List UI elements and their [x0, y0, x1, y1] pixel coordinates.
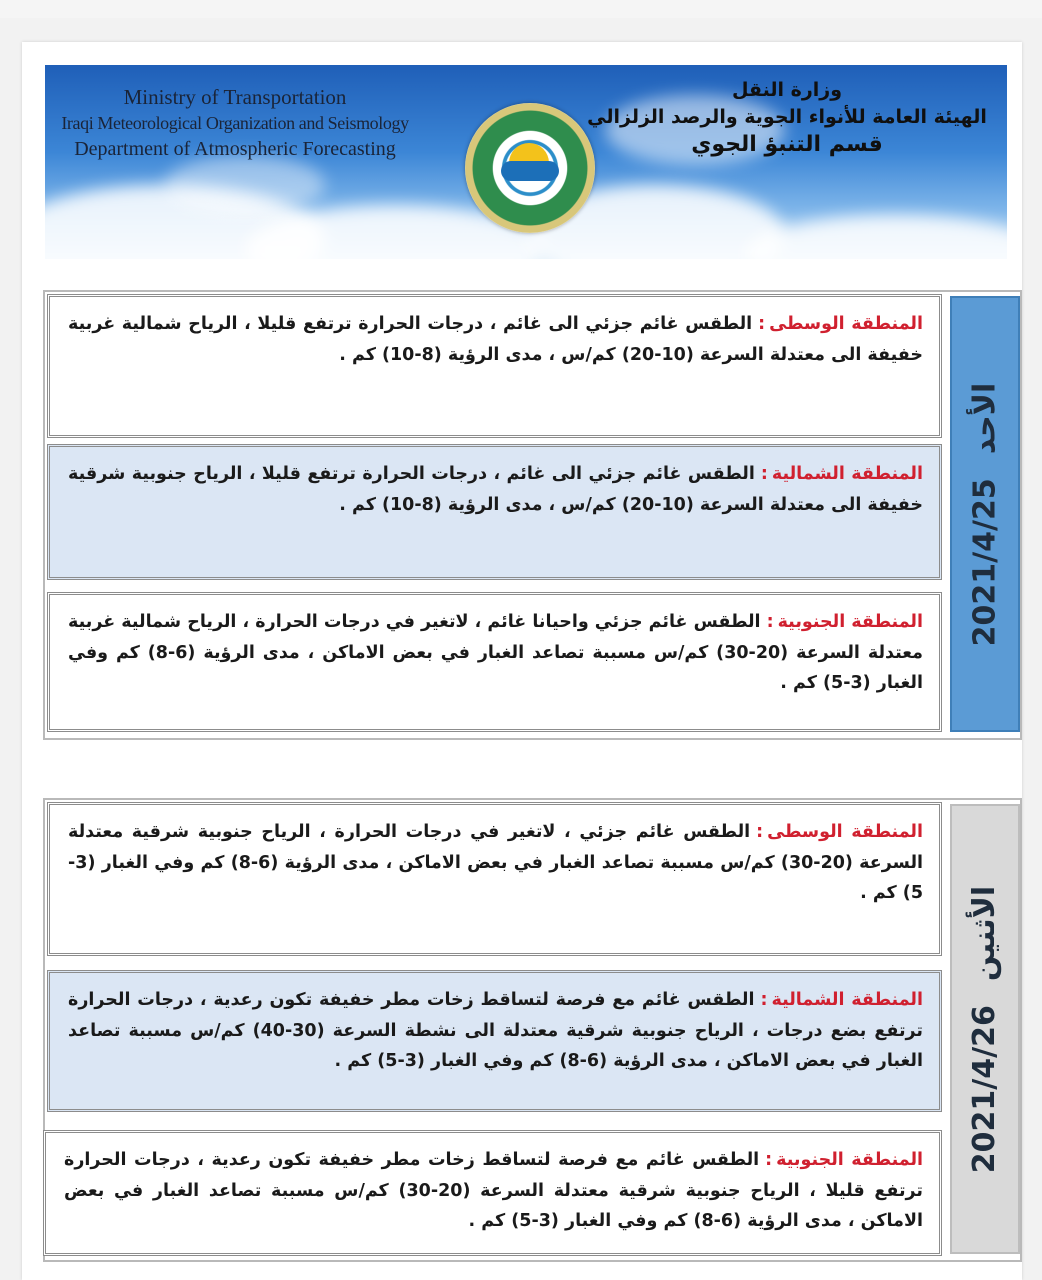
region-name: المنطقة الشمالية: [771, 464, 923, 484]
day-date: 2021/4/26: [967, 1004, 1003, 1173]
cloud-icon: [501, 161, 559, 181]
region-forecast-text: الطقس غائم جزئي الى غائم ، درجات الحرارة ترتفع قليلا ، الرياح شمالية غربية خفيفة الى معتدلة السرعة (10-20) كم/س ، مدى الرؤية (8-10) كم .: [68, 314, 923, 365]
department-name-en: Department of Atmospheric Forecasting: [74, 137, 396, 160]
region-forecast-text: الطقس غائم مع فرصة لتساقط زخات مطر خفيفة تكون رعدية ، درجات الحرارة ترتفع قليلا ، الرياح جنوبية شرقية معتدلة السرعة (20-30) كم/س مسببة تصاعد الغبار في بعض الاماكن ، مدى الرؤية (6-8) كم وفي الغبار (3-5) كم .: [64, 1150, 923, 1232]
organization-name-ar: الهيئة العامة للأنواء الجوية والرصد الزلزالي: [587, 105, 987, 128]
department-name-ar: قسم التنبؤ الجوي: [691, 132, 883, 158]
ministry-name-ar: وزارة النقل: [731, 79, 843, 101]
organization-name-en: Iraqi Meteorological Organization and Seismology: [61, 113, 409, 134]
day-label-panel: [950, 804, 1020, 1254]
organization-logo: [465, 103, 595, 233]
region-central: المنطقة الوسطى:الطقس غائم جزئي الى غائم ، درجات الحرارة ترتفع قليلا ، الرياح شمالية غربية خفيفة الى معتدلة السرعة (10-20) كم/س ، مدى الرؤية (8-10) كم .: [47, 294, 942, 438]
day-date: 2021/4/25: [967, 477, 1003, 646]
ministry-name-en: Ministry of Transportation: [123, 85, 347, 109]
day-name: الأثنين: [967, 885, 1003, 981]
day-label-panel: [950, 296, 1020, 732]
region-forecast-text: الطقس غائم جزئي واحيانا غائم ، لاتغير في درجات الحرارة ، الرياح شمالية غربية معتدلة السرعة (20-30) كم/س مسببة تصاعد الغبار في بعض الاماكن ، مدى الرؤية (6-8) كم وفي الغبار (3-5) كم .: [68, 612, 923, 694]
header-arabic: [577, 77, 997, 161]
region-forecast-text: الطقس غائم جزئي الى غائم ، درجات الحرارة ترتفع قليلا ، الرياح جنوبية شرقية خفيفة الى معتدلة السرعة (10-20) كم/س ، مدى الرؤية (8-10) كم .: [68, 464, 923, 515]
day-forecast-1: [43, 290, 1022, 740]
day-name: الأحد: [967, 382, 1003, 454]
header-english: [45, 83, 425, 163]
region-name: المنطقة الجنوبية: [776, 1150, 924, 1170]
region-name: المنطقة الشمالية: [771, 990, 923, 1010]
region-forecast-text: الطقس غائم جزئي ، لاتغير في درجات الحرارة ، الرياح جنوبية شرقية معتدلة السرعة (20-30) كم/س مسببة تصاعد الغبار في بعض الاماكن ، مدى الرؤية (6-8) كم وفي الغبار (3-5) كم .: [68, 822, 924, 904]
region-name: المنطقة الوسطى: [769, 314, 923, 334]
region-north: المنطقة الشمالية:الطقس غائم جزئي الى غائم ، درجات الحرارة ترتفع قليلا ، الرياح جنوبية شرقية خفيفة الى معتدلة السرعة (10-20) كم/س ، مدى الرؤية (8-10) كم .: [47, 444, 942, 580]
region-name: المنطقة الوسطى: [767, 822, 923, 842]
region-south: المنطقة الجنوبية:الطقس غائم مع فرصة لتساقط زخات مطر خفيفة تكون رعدية ، درجات الحرارة ترتفع قليلا ، الرياح جنوبية شرقية معتدلة السرعة (20-30) كم/س مسببة تصاعد الغبار في بعض الاماكن ، مدى الرؤية (6-8) كم وفي الغبار (3-5) كم .: [43, 1130, 942, 1256]
region-forecast-text: الطقس غائم مع فرصة لتساقط زخات مطر خفيفة تكون رعدية ، درجات الحرارة ترتفع بضع درجات ، الرياح جنوبية شرقية معتدلة الى نشطة السرعة (30-40) كم/س مسببة تصاعد الغبار في بعض الاماكن ، مدى الرؤية (6-8) كم وفي الغبار (3-5) كم .: [68, 990, 923, 1072]
top-bar: [0, 0, 1042, 18]
region-central: المنطقة الوسطى:الطقس غائم جزئي ، لاتغير في درجات الحرارة ، الرياح جنوبية شرقية معتدلة السرعة (20-30) كم/س مسببة تصاعد الغبار في بعض الاماكن ، مدى الرؤية (6-8) كم وفي الغبار (3-5) كم .: [47, 802, 942, 956]
region-south: المنطقة الجنوبية:الطقس غائم جزئي واحيانا غائم ، لاتغير في درجات الحرارة ، الرياح شمالية غربية معتدلة السرعة (20-30) كم/س مسببة تصاعد الغبار في بعض الاماكن ، مدى الرؤية (6-8) كم وفي الغبار (3-5) كم .: [47, 592, 942, 732]
header-banner: [45, 65, 1007, 259]
region-name: المنطقة الجنوبية: [777, 612, 923, 632]
region-north: المنطقة الشمالية:الطقس غائم مع فرصة لتساقط زخات مطر خفيفة تكون رعدية ، درجات الحرارة ترتفع بضع درجات ، الرياح جنوبية شرقية معتدلة الى نشطة السرعة (30-40) كم/س مسببة تصاعد الغبار في بعض الاماكن ، مدى الرؤية (6-8) كم وفي الغبار (3-5) كم .: [47, 970, 942, 1112]
day-forecast-2: [43, 798, 1022, 1262]
